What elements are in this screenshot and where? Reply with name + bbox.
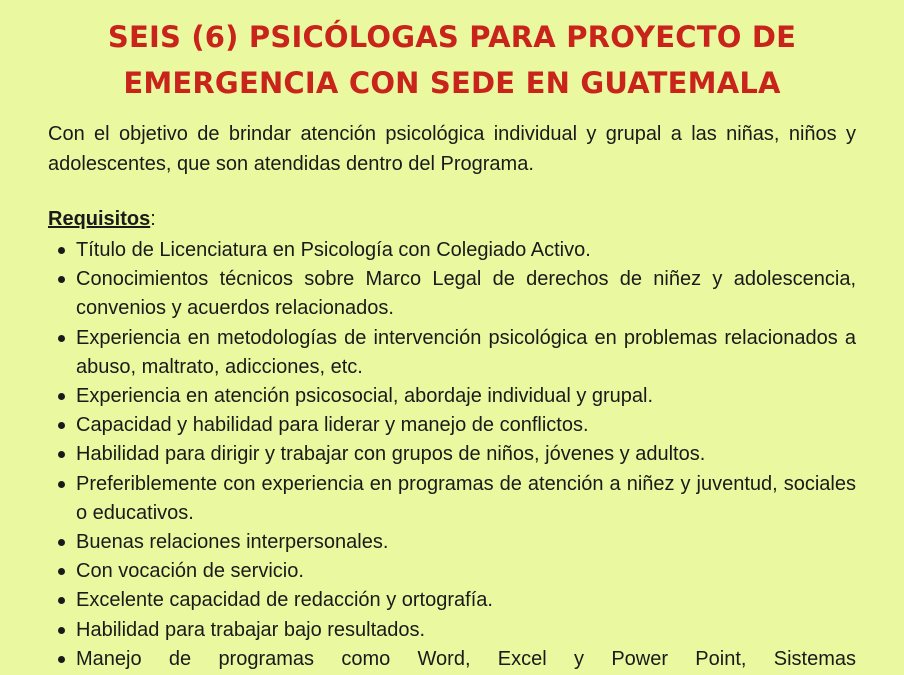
- intro-paragraph: Con el objetivo de brindar atención psicológica individual y grupal a las niñas, niños y adolescentes, que son atendidas dentro del Programa.: [48, 123, 856, 175]
- bullet-icon: [58, 451, 65, 458]
- list-item: [48, 586, 856, 615]
- requirements-heading-label: Requisitos: [48, 208, 151, 230]
- list-item-text: Conocimientos técnicos sobre Marco Legal de derechos de niñez y adolescencia, convenios y acuerdos relacionados.: [76, 268, 856, 320]
- page-title: [40, 14, 864, 106]
- list-item-text: Experiencia en metodologías de intervención psicológica en problemas relacionados a abuso, maltrato, adicciones, etc.: [76, 326, 856, 378]
- title-line-2: EMERGENCIA CON SEDE EN GUATEMALA: [123, 66, 781, 100]
- bullet-icon: [58, 539, 65, 546]
- list-item: [48, 324, 856, 382]
- requirements-list: [48, 236, 856, 674]
- title-line-1: SEIS (6) PSICÓLOGAS PARA PROYECTO DE: [107, 20, 797, 54]
- list-item-text: Habilidad para dirigir y trabajar con grupos de niños, jóvenes y adultos.: [76, 443, 706, 466]
- list-item-text: Experiencia en atención psicosocial, abordaje individual y grupal.: [76, 385, 654, 408]
- bullet-icon: [58, 335, 65, 342]
- bullet-icon: [58, 656, 65, 663]
- list-item: [48, 411, 856, 440]
- bullet-icon: [58, 481, 65, 488]
- requirements-heading-colon: :: [150, 208, 156, 230]
- list-item: [48, 557, 856, 586]
- bullet-icon: [58, 393, 65, 400]
- bullet-icon: [58, 568, 65, 575]
- requirements-heading: [48, 205, 856, 234]
- bullet-icon: [58, 422, 65, 429]
- list-item-text: Capacidad y habilidad para liderar y manejo de conflictos.: [76, 414, 589, 437]
- list-item-text: Habilidad para trabajar bajo resultados.: [76, 618, 426, 641]
- list-item: [48, 440, 856, 469]
- list-item-text: Preferiblemente con experiencia en programas de atención a niñez y juventud, sociales o educativos.: [76, 472, 856, 524]
- list-item-text: Manejo de programas como Word, Excel y Power Point, Sistemas: [76, 647, 856, 670]
- list-item-text: Buenas relaciones interpersonales.: [76, 531, 389, 554]
- bullet-icon: [58, 247, 65, 254]
- list-item-text: Con vocación de servicio.: [76, 560, 304, 583]
- list-item: [48, 616, 856, 645]
- list-item: [48, 236, 856, 265]
- bullet-icon: [58, 276, 65, 283]
- list-item-text: Excelente capacidad de redacción y ortografía.: [76, 589, 493, 612]
- list-item: [48, 528, 856, 557]
- bullet-icon: [58, 627, 65, 634]
- list-item: [48, 265, 856, 323]
- list-item: [48, 382, 856, 411]
- list-item: [48, 470, 856, 528]
- list-item-text: Título de Licenciatura en Psicología con Colegiado Activo.: [76, 239, 591, 261]
- bullet-icon: [58, 597, 65, 604]
- list-item: [48, 645, 856, 674]
